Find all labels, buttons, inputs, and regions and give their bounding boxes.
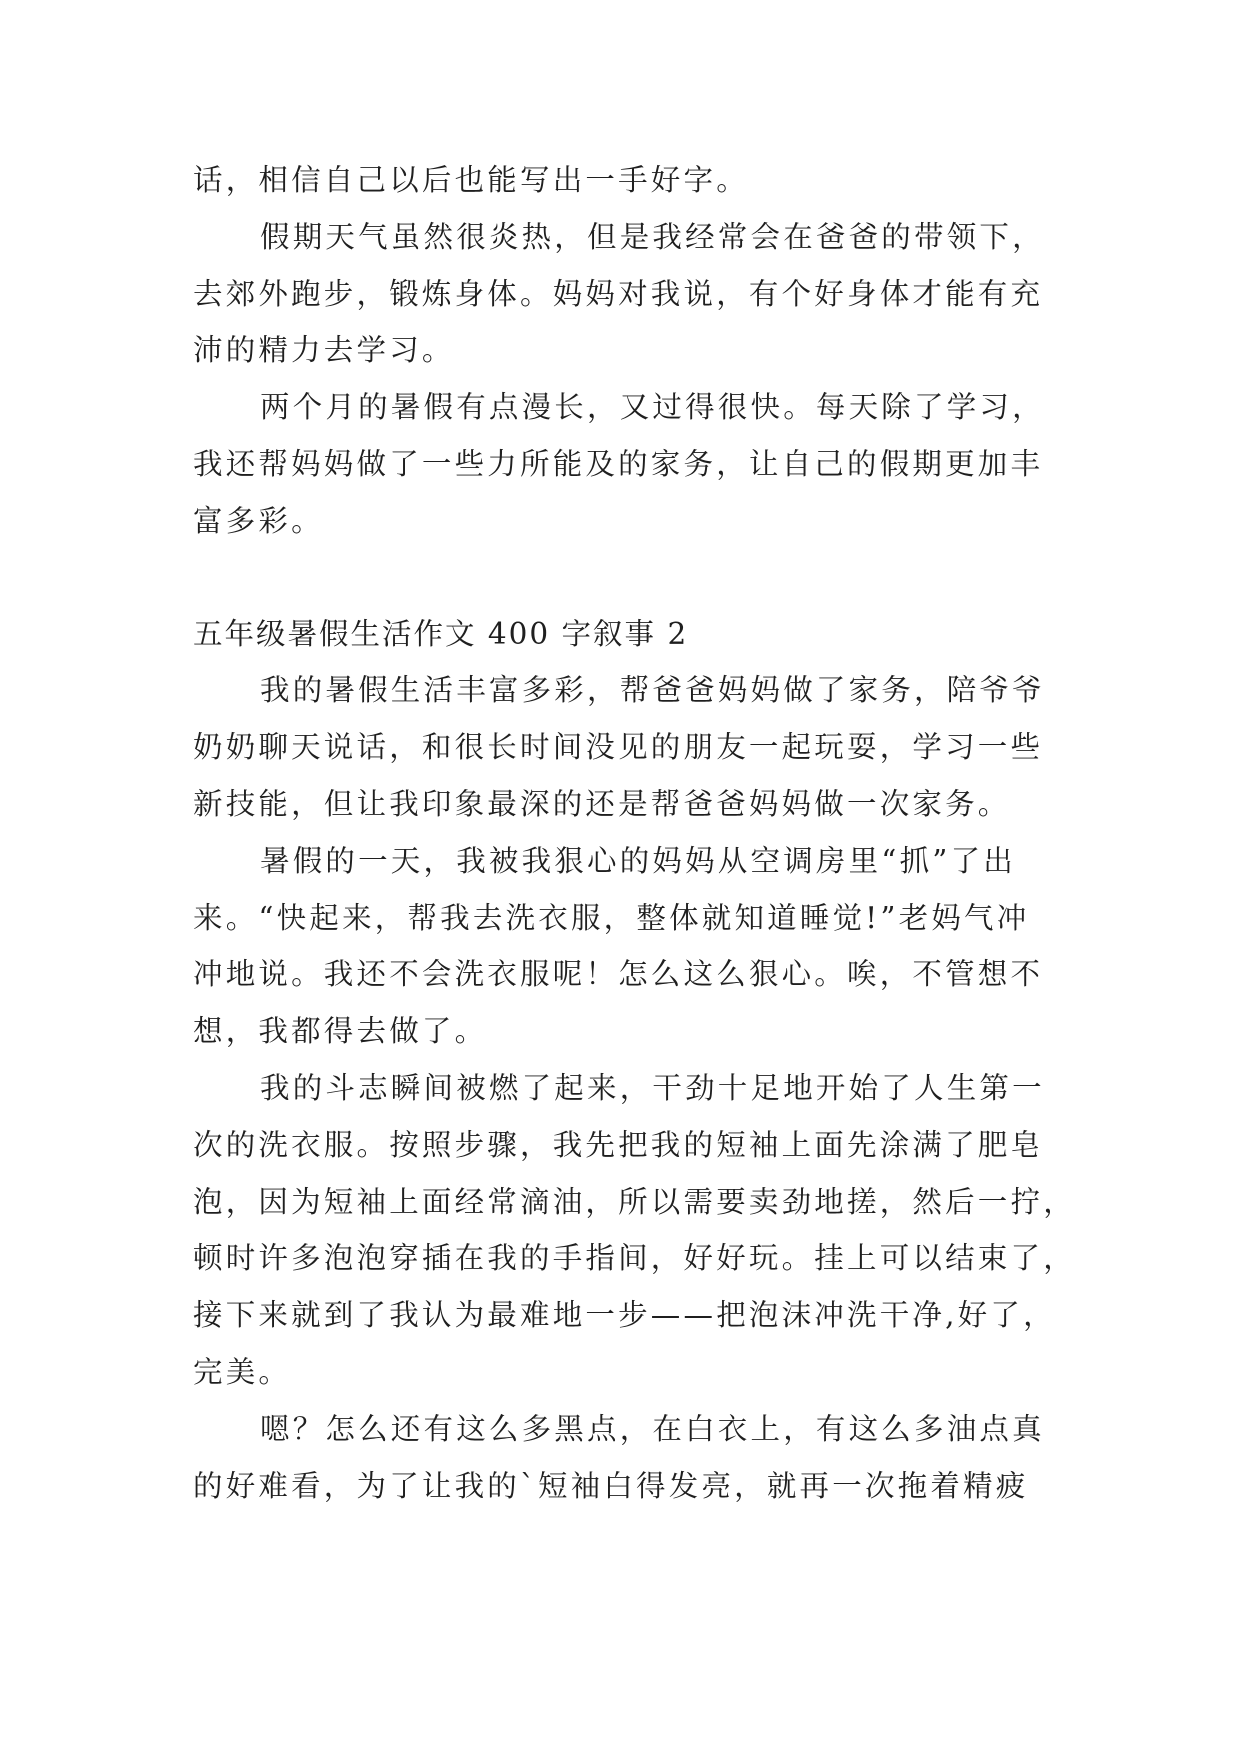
paragraph: [193, 152, 1093, 209]
text-line: 我的斗志瞬间被燃了起来，干劲十足地开始了人生第一: [260, 1070, 1045, 1105]
paragraph: [193, 1401, 1093, 1515]
text-line: 去郊外跑步，锻炼身体。妈妈对我说，有个好身体才能有充: [193, 276, 1044, 311]
text-line: 沛的精力去学习。: [193, 333, 455, 368]
text-line: 富多彩。: [193, 503, 324, 538]
text-line: 假期天气虽然很炎热，但是我经常会在爸爸的带领下，: [260, 219, 1045, 254]
text-line: 完美。: [193, 1354, 292, 1389]
paragraph: [193, 209, 1093, 379]
paragraph: [193, 379, 1093, 549]
paragraph: [193, 1060, 1093, 1401]
text-line: 两个月的暑假有点漫长，又过得很快。每天除了学习，: [260, 390, 1045, 425]
text-line: 奶奶聊天说话，和很长时间没见的朋友一起玩耍，学习一些: [193, 730, 1044, 765]
text-line: 次的洗衣服。按照步骤，我先把我的短袖上面先涂满了肥皂: [193, 1127, 1044, 1162]
text-line: 话，相信自己以后也能写出一手好字。: [193, 163, 749, 197]
text-line: 想，我都得去做了。: [193, 1014, 488, 1049]
section-title: 五年级暑假生活作文 400 字叙事 2: [193, 616, 689, 651]
paragraph: [193, 833, 1093, 1060]
text-line: 顿时许多泡泡穿插在我的手指间，好好玩。挂上可以结束了，: [193, 1241, 1076, 1276]
paragraph: [193, 662, 1093, 832]
text-line: 来。“快起来，帮我去洗衣服，整体就知道睡觉!”老妈气冲: [193, 900, 1030, 935]
text-line: 新技能，但让我印象最深的还是帮爸爸妈妈做一次家务。: [193, 786, 1011, 821]
text-line: 暑假的一天，我被我狠心的妈妈从空调房里“抓”了出: [260, 843, 1016, 878]
text-line: 接下来就到了我认为最难地一步——把泡沫冲洗干净,好了，: [193, 1298, 1056, 1333]
text-line: 我还帮妈妈做了一些力所能及的家务，让自己的假期更加丰: [193, 446, 1044, 481]
text-line: 的好难看，为了让我的`短袖白得发亮，就再一次拖着精疲: [193, 1468, 1029, 1503]
text-line: 泡，因为短袖上面经常滴油，所以需要卖劲地搓，然后一拧，: [193, 1184, 1076, 1219]
document-page: [193, 152, 1093, 1514]
text-line: 嗯？怎么还有这么多黑点，在白衣上，有这么多油点真: [260, 1411, 1045, 1446]
text-line: 我的暑假生活丰富多彩，帮爸爸妈妈做了家务，陪爷爷: [260, 673, 1045, 708]
text-line: 冲地说。我还不会洗衣服呢！怎么这么狠心。唉，不管想不: [193, 957, 1044, 992]
